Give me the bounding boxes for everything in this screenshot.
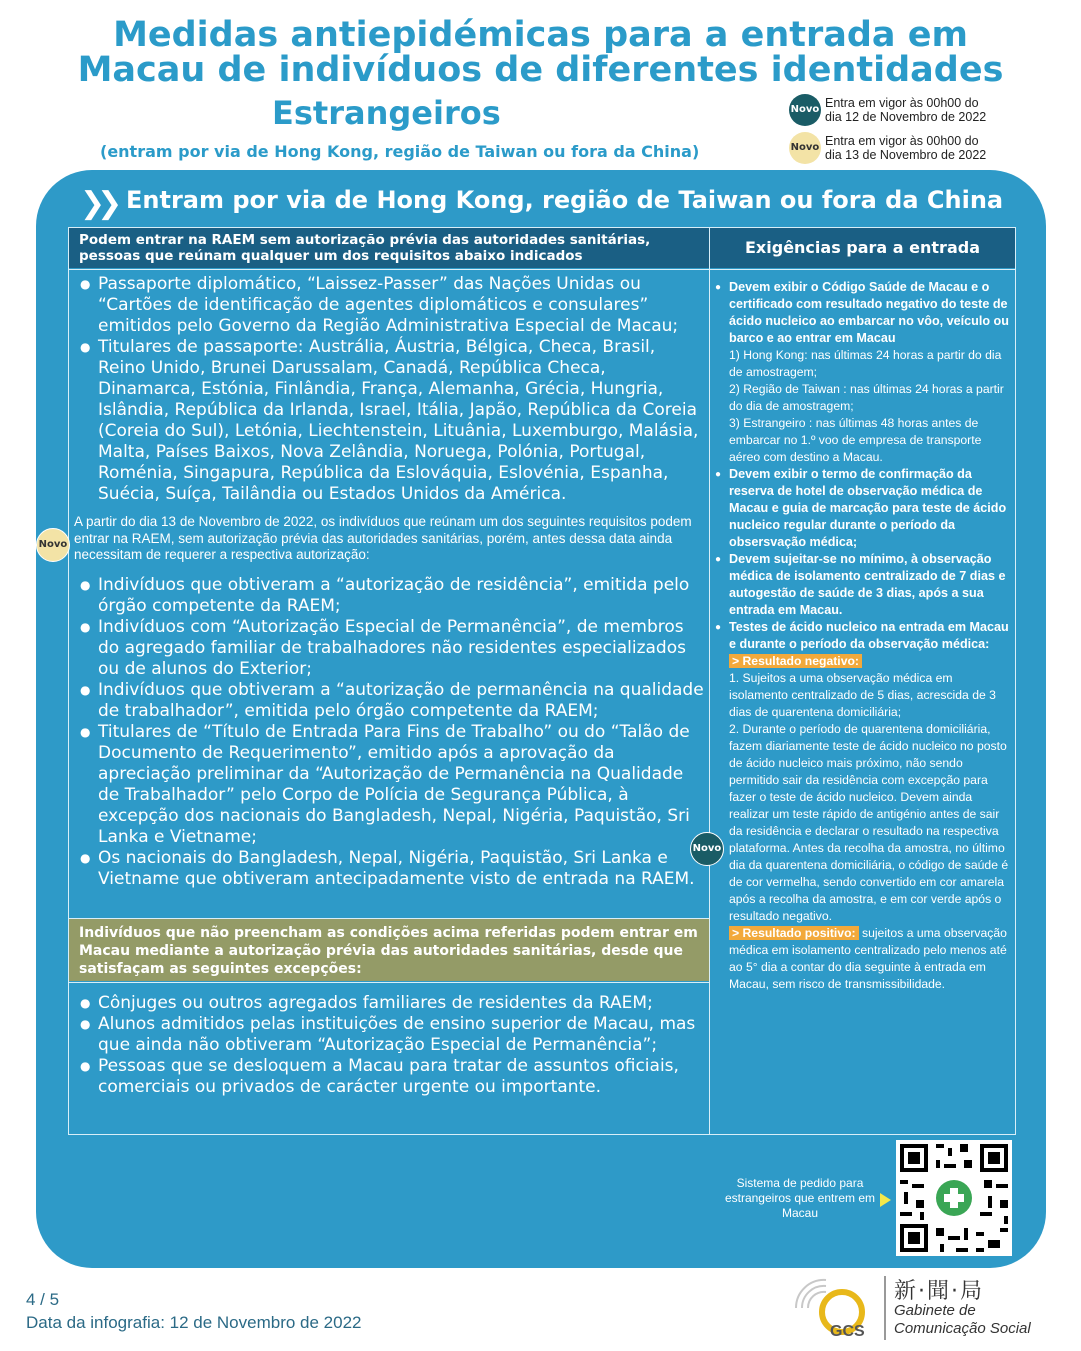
column-divider: [709, 227, 710, 1135]
no-authorization-list: [76, 274, 706, 505]
negative-result-1: 1. Sujeitos a uma observação médica em isolamento centralizado de 5 dias, acrescida de 3 dias de quarentena domiciliária;: [729, 671, 996, 719]
entry-requirements: [714, 279, 1014, 993]
page-subtitle: Estrangeiros: [272, 94, 501, 132]
novo-badge-light: Novo: [36, 528, 70, 562]
legend-badge-light: Novo: [789, 132, 821, 164]
page-title-line2: Macau de indivíduos de diferentes identidades: [77, 50, 1004, 90]
gcs-logo: [786, 1272, 882, 1344]
logo-portuguese-line1: Gabinete de: [894, 1302, 976, 1319]
negative-result-2: 2. Durante o período de quarentena domiciliária, fazem diariamente teste de ácido nucleico no posto de ácido nucleico mais próximo, não sendo permitido sair da residência com excepção para fazer o teste de ácido nucleico. Devem ainda realizar um teste rápido de antigénio antes de sair da residência e declarar o resultado na respectiva plataforma. Antes da recolha da amostra, no último dia da quarentena domiciliária, o código de saúde é de cor vermelha, sendo convertido em cor amarela após a recolha da amostra, e em cor verde após o resultado negativo.: [729, 722, 1009, 923]
right-column-header: Exigências para a entrada: [710, 228, 1015, 268]
exceptions-header: Indivíduos que não preencham as condições acima referidas podem entrar em Macau mediante a autorização prévia das autoridades sanitárias, desde que satisfaçam as seguintes excepções:: [69, 919, 709, 981]
page-title-line1: Medidas antiepidémicas para a entrada em: [113, 15, 968, 55]
legend-text-dark: Entra em vigor às 00h00 do dia 12 de Novembro de 2022: [825, 96, 987, 124]
divider: [69, 982, 709, 983]
qr-label: Sistema de pedido para estrangeiros que entrem em Macau: [724, 1176, 876, 1220]
legend-text-light: Entra em vigor às 00h00 do dia 13 de Novembro de 2022: [825, 134, 987, 162]
panel-heading: Entram por via de Hong Kong, região de Taiwan ou fora da China: [126, 186, 1004, 214]
page-number: 4 / 5: [26, 1290, 60, 1309]
logo-chinese-text: 新·聞·局: [894, 1279, 984, 1304]
header-divider: [69, 269, 1015, 270]
requirement-observation: ● Devem sujeitar-se no mínimo, à observação médica de isolamento centralizado de 7 dias e autogestão de saúde de 3 dias, após a sua entrada em Macau.: [714, 551, 1014, 619]
list-item: ● Indivíduos com “Autorização Especial de Permanência”, de membros do agregado familiar de trabalhadores não residentes especializados ou de alunos do Exterior;: [76, 617, 706, 680]
requirement-subitem: 3) Estrangeiro : nas últimas 48 horas antes de embarcar no 1.º voo de empresa de transporte aéreo com destino a Macau.: [729, 416, 982, 464]
list-item: ● Indivíduos que obtiveram a “autorização de permanência na qualidade de trabalhador”, emitida pelo órgão competente da RAEM;: [76, 680, 706, 722]
arrow-right-icon: [880, 1193, 891, 1207]
list-item: ● Passaporte diplomático, “Laissez-Passer” das Nações Unidas ou “Cartões de identificação de agentes diplomáticos e consulares” emitidos pelo Governo da Região Administrativa Especial de Macau;: [76, 274, 706, 337]
negative-result-tag: > Resultado negativo:: [729, 654, 862, 668]
exceptions-list: [76, 993, 706, 1098]
qr-code[interactable]: [896, 1140, 1012, 1256]
requirement-subitem: 1) Hong Kong: nas últimas 24 horas a partir do dia de amostragem;: [729, 348, 1002, 379]
list-item: ● Pessoas que se desloquem a Macau para tratar de assuntos oficiais, comerciais ou privados de carácter urgente ou importante.: [76, 1056, 706, 1098]
requirement-health-code: ● Devem exibir o Código Saúde de Macau e o certificado com resultado negativo do teste de ácido nucleico ao embarcar no vôo, veículo ou barco e ao entrar em Macau: [714, 279, 1014, 347]
double-chevron-icon: ❯❯: [80, 186, 115, 221]
left-column-header: Podem entrar na RAEM sem autorização prévia das autoridades sanitárias, pessoas que reúnam qualquer um dos requisitos abaixo indicados: [69, 228, 709, 268]
list-item: ● Titulares de “Título de Entrada Para Fins de Trabalho” ou do “Talão de Documento de Requerimento”, emitido após a aprovação da apreciação preliminar da “Autorização de Permanência na Qualidade de Trabalhador” pelo Corpo de Polícia de Segurança Pública, à excepção dos nacionais do Bangladesh, Nepal, Nigéria, Paquistão, Sri Lanka e Vietname;: [76, 722, 706, 848]
from-13-nov-paragraph: A partir do dia 13 de Novembro de 2022, os indivíduos que reúnam um dos seguintes requisitos podem entrar na RAEM, sem autorização prévia das autoridades sanitárias, porém, antes dessa data ainda necessitam de requerer a respectiva autorização:: [74, 514, 692, 562]
requirement-hotel: ● Devem exibir o termo de confirmação da reserva de hotel de observação médica de Macau e guia de marcação para teste de ácido nucleico regular durante o período da obsersvação médica;: [714, 466, 1014, 551]
requirement-subitem: 2) Região de Taiwan : nas últimas 24 horas a partir do dia de amostragem;: [729, 382, 1004, 413]
positive-result-text: sujeitos a uma observação médica em isolamento centralizado pelo menos até ao 5° dia a contar do dia seguinte à entrada em Macau, sem risco de transmissibilidade.: [729, 926, 1007, 991]
from-13-nov-list: [76, 575, 706, 890]
list-item: ● Titulares de passaporte: Austrália, Áustria, Bélgica, Checa, Brasil, Reino Unido, Brunei Darussalam, Canadá, República Checa, Dinamarca, Estónia, Finlândia, França, Alemanha, Grécia, Hungria, Islândia, República da Irlanda, Israel, Itália, Japão, República da Coreia (Coreia do Sul), Letónia, Liechtenstein, Lituânia, Luxemburgo, Malásia, Malta, Países Baixos, Nova Zelândia, Noruega, Polónia, Portugal, Roménia, Singapura, República da Eslováquia, Eslovénia, Espanha, Suécia, Suíça, Tailândia ou Estados Unidos da América.: [76, 337, 706, 505]
page-subnote: (entram por via de Hong Kong, região de Taiwan ou fora da China): [100, 142, 700, 161]
list-item: ● Alunos admitidos pelas instituições de ensino superior de Macau, mas que ainda não obtiveram “Autorização Especial de Permanência”;: [76, 1014, 706, 1056]
legend-badge-dark: Novo: [789, 94, 821, 126]
requirement-tests: ● Testes de ácido nucleico na entrada em Macau e durante o período da observação médica:: [714, 619, 1014, 653]
logo-divider: [884, 1276, 886, 1340]
novo-badge-dark: Novo: [690, 832, 724, 866]
svg-text:GCS: GCS: [830, 1323, 865, 1340]
logo-portuguese-line2: Comunicação Social: [894, 1320, 1031, 1337]
list-item: ● Os nacionais do Bangladesh, Nepal, Nigéria, Paquistão, Sri Lanka e Vietname que obtiveram antecipadamente visto de entrada na RAEM.: [76, 848, 706, 890]
list-item: ● Indivíduos que obtiveram a “autorização de residência”, emitida pelo órgão competente da RAEM;: [76, 575, 706, 617]
positive-result-tag: > Resultado positivo:: [729, 926, 859, 940]
list-item: ● Cônjuges ou outros agregados familiares de residentes da RAEM;: [76, 993, 706, 1014]
infographic-date: Data da infografia: 12 de Novembro de 2022: [26, 1313, 362, 1332]
